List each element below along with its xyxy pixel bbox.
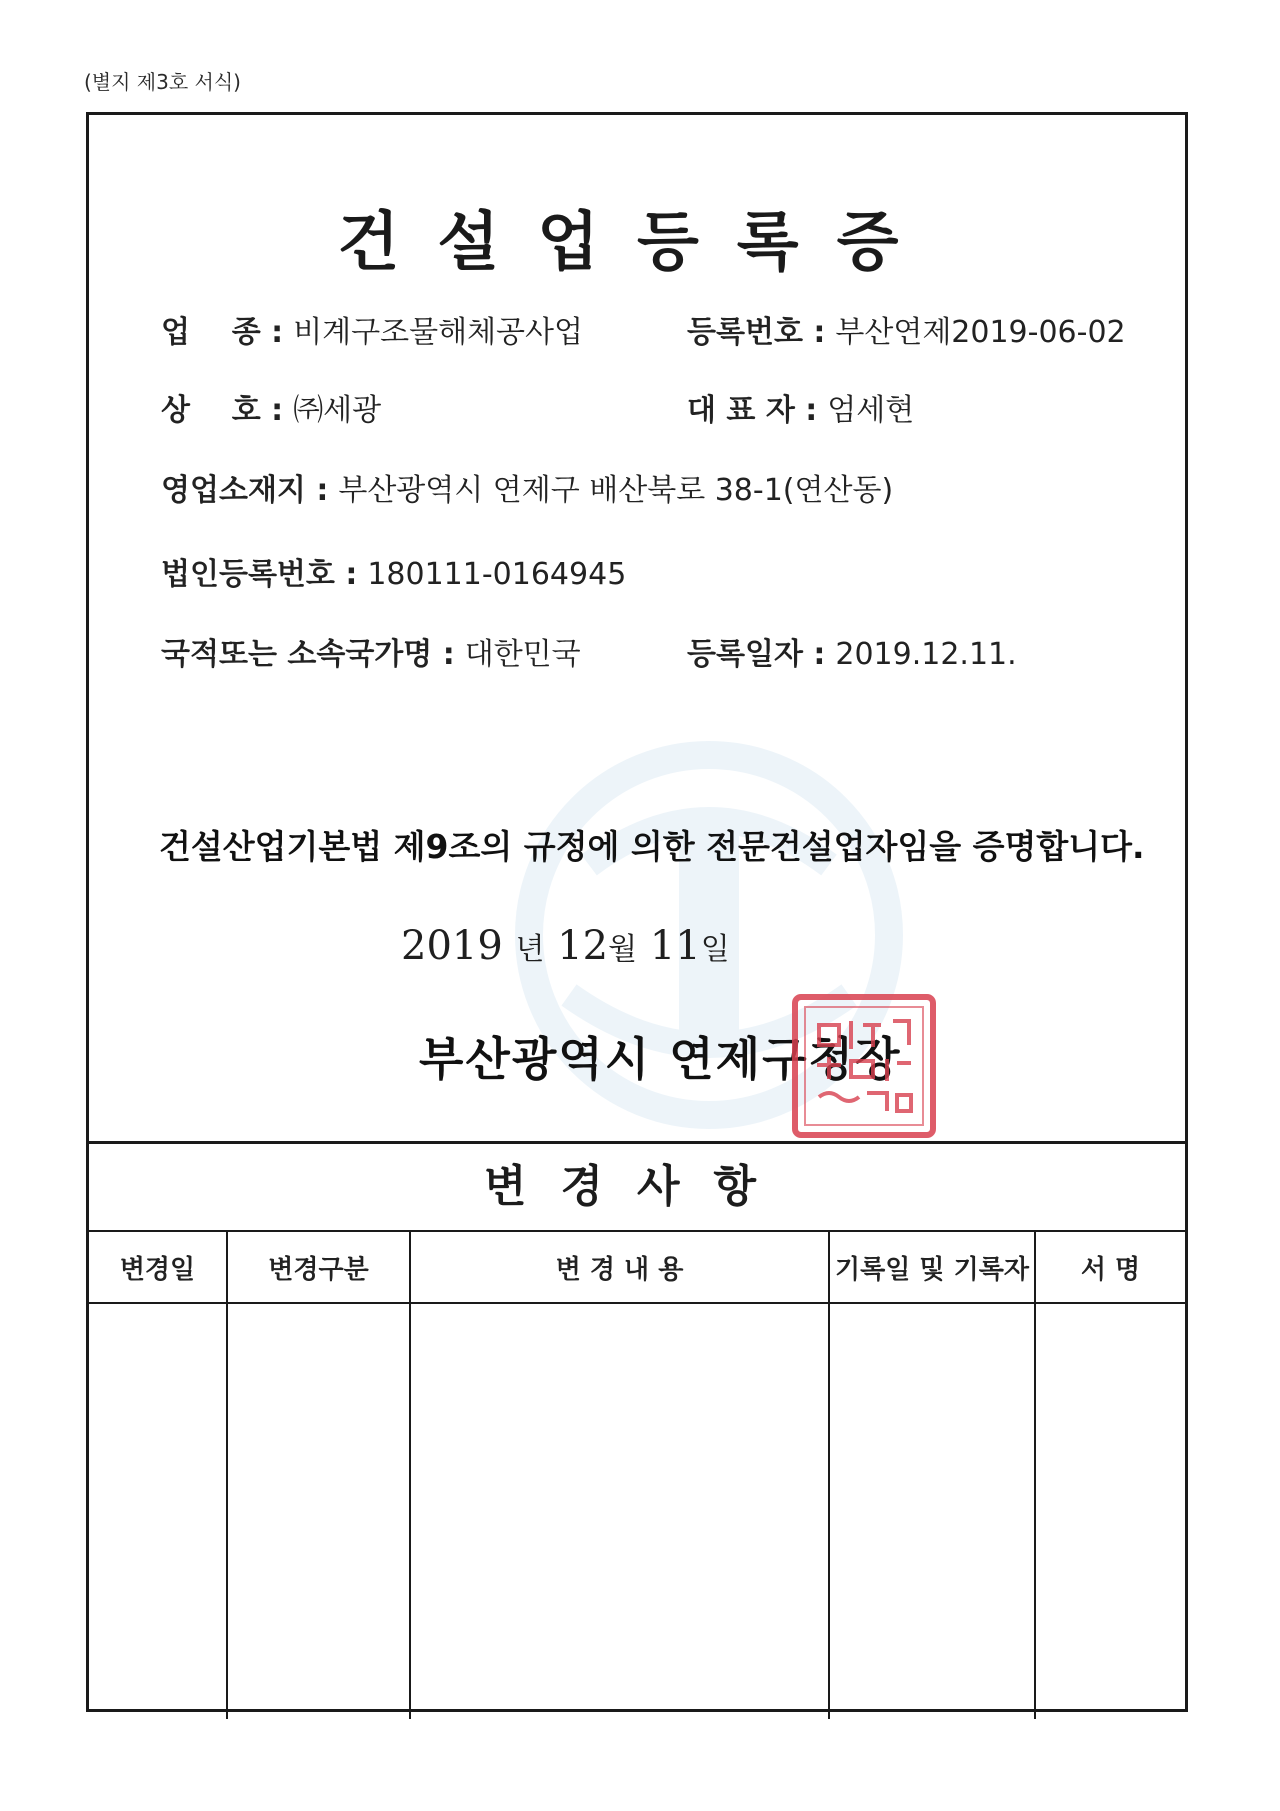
issue-year-unit: 년 — [515, 932, 545, 967]
corp-reg-row — [161, 549, 626, 593]
column-header: 변경구분 — [227, 1232, 410, 1303]
table-cell — [829, 1303, 1035, 1719]
address-row — [161, 465, 893, 509]
table-cell — [89, 1303, 227, 1719]
representative-value: 엄세현 — [827, 393, 915, 428]
issue-month-unit: 월 — [608, 932, 638, 967]
reg-number-label: 등록번호 : — [687, 315, 826, 350]
table-cell — [410, 1303, 829, 1719]
business-type-label: 업 종 : — [161, 315, 284, 350]
column-header: 변경일 — [89, 1232, 227, 1303]
reg-date-row — [687, 629, 1017, 673]
company-label: 상 호 : — [161, 393, 284, 428]
issuer-name: 부산광역시 연제구청장 — [419, 1032, 902, 1086]
changes-title: 변경사항 — [89, 1144, 1185, 1232]
column-header: 변 경 내 용 — [410, 1232, 829, 1303]
issue-month: 12 — [557, 923, 609, 969]
address-value: 부산광역시 연제구 배산북로 38-1(연산동) — [338, 473, 894, 508]
certificate-frame — [86, 112, 1188, 1712]
reg-date-value: 2019.12.11. — [835, 637, 1017, 672]
business-type-value: 비계구조물해체공사업 — [293, 315, 583, 350]
representative-row — [687, 385, 914, 429]
company-value: ㈜세광 — [293, 393, 382, 428]
issue-date — [401, 923, 730, 969]
table-row — [89, 1303, 1185, 1719]
changes-table — [89, 1232, 1185, 1719]
official-seal — [789, 991, 939, 1141]
reg-date-label: 등록일자 : — [687, 637, 826, 672]
issue-year: 2019 — [401, 923, 503, 969]
address-label: 영업소재지 : — [161, 473, 329, 508]
column-header: 기록일 및 기록자 — [829, 1232, 1035, 1303]
table-cell — [227, 1303, 410, 1719]
corp-reg-label: 법인등록번호 : — [161, 557, 358, 592]
nationality-value: 대한민국 — [464, 637, 581, 672]
table-cell — [1035, 1303, 1185, 1719]
nationality-label: 국적또는 소속국가명 : — [161, 637, 455, 672]
corp-reg-value: 180111-0164945 — [367, 557, 627, 592]
issue-day: 11 — [649, 923, 701, 969]
certification-statement: 건설산업기본법 제9조의 규정에 의한 전문건설업자임을 증명합니다. — [159, 827, 1145, 866]
reg-number-row — [687, 307, 1126, 351]
company-row — [161, 385, 381, 429]
form-number: (별지 제3호 서식) — [84, 70, 241, 94]
document-title: 건설업등록증 — [337, 206, 937, 280]
business-type-row — [161, 307, 583, 351]
changes-section — [89, 1141, 1185, 1715]
issue-day-unit: 일 — [700, 932, 730, 967]
column-header: 서 명 — [1035, 1232, 1185, 1303]
nationality-row — [161, 629, 581, 673]
reg-number-value: 부산연제2019-06-02 — [835, 315, 1126, 350]
representative-label: 대 표 자 : — [687, 393, 818, 428]
